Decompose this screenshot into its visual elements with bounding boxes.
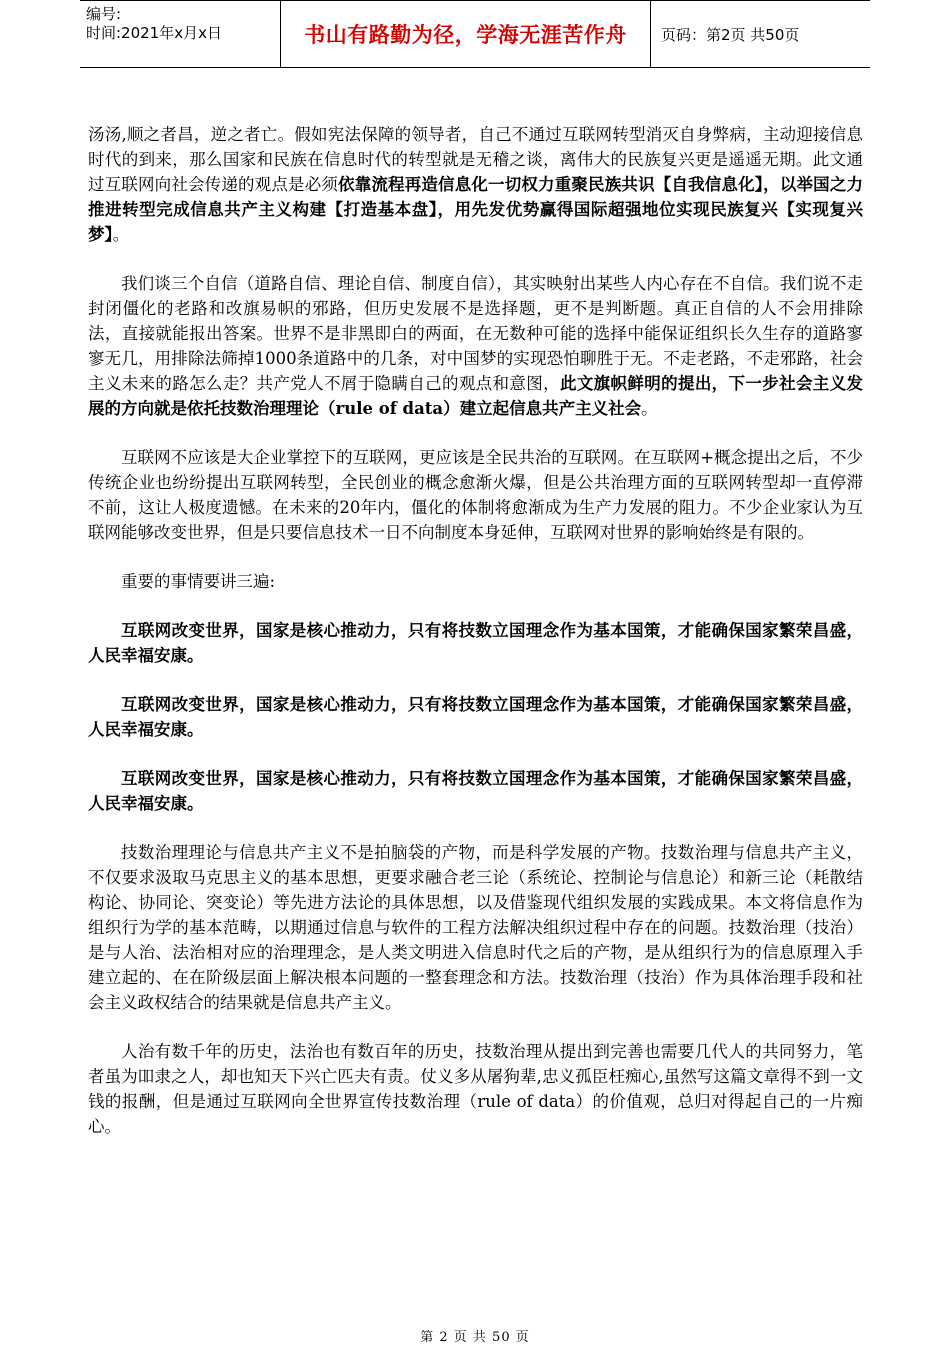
header-meta-cell bbox=[80, 1, 281, 67]
paragraph-1-end: 。 bbox=[112, 225, 130, 244]
paragraph-3: 互联网不应该是大企业掌控下的互联网，更应该是全民共治的互联网。在互联网+概念提出之后，不少传统企业也纷纷提出互联网转型，全民创业的概念愈渐火爆，但是公共治理方面的互联网转型却一直停滞不前，这让人极度遗憾。在未来的20年内，僵化的体制将愈渐成为生产力发展的阻力。不少企业家认为互联网能够改变世界，但是只要信息技术一日不向制度本身延伸，互联网对世界的影响始终是有限的。 bbox=[88, 448, 863, 542]
emphasis-paragraph-1: 互联网改变世界，国家是核心推动力，只有将技数立国理念作为基本国策，才能确保国家繁荣昌盛，人民幸福安康。 bbox=[88, 621, 863, 665]
page-header bbox=[80, 0, 870, 68]
paragraph-1-text: 汤汤,顺之者昌，逆之者亡。假如宪法保障的领导者，自己不通过互联网转型消灭自身弊病，主动迎接信息时代的到来，那么国家和民族在信息时代的转型就是无稽之谈，离伟大的民族复兴更是遥遥无期。此文通过互联网向社会传递的观点是必须 bbox=[88, 125, 863, 194]
number-label: 编号: bbox=[86, 5, 122, 23]
page-footer: 第 2 页 共 50 页 bbox=[420, 1330, 530, 1345]
paragraph-9: 人治有数千年的历史，法治也有数百年的历史，技数治理从提出到完善也需要几代人的共同努力，笔者虽为吅隶之人，却也知天下兴亡匹夫有责。仗义多从屠狗辈,忠义孤臣枉痴心,虽然写这篇文章得不到一文钱的报酬，但是通过互联网向全世界宣传技数治理（rule of data）的价值观，总归对得起自己的一片痴心。 bbox=[88, 1042, 863, 1136]
header-motto: 书山有路勤为径，学海无涯苦作舟 bbox=[281, 1, 651, 67]
paragraph-2-text: 我们谈三个自信（道路自信、理论自信、制度自信），其实映射出某些人内心存在不自信。我们说不走封闭僵化的老路和改旗易帜的邪路，但历史发展不是选择题，更不是判断题。真正自信的人不会用排除法，直接就能报出答案。世界不是非黑即白的两面，在无数种可能的选择中能保证组织长久生存的道路寥寥无几，用排除法筛掉1000条道路中的几条，对中国梦的实现恐怕聊胜于无。不走老路，不走邪路，社会主义未来的路怎么走？共产党人不屑于隐瞒自己的观点和意图， bbox=[88, 274, 863, 393]
paragraph-2-end: 。 bbox=[641, 399, 658, 418]
header-page-info: 页码：第2页 共50页 bbox=[661, 25, 800, 44]
paragraph-1 bbox=[88, 122, 863, 247]
document-body bbox=[88, 122, 863, 1163]
paragraph-2 bbox=[88, 271, 863, 421]
paragraph-8: 技数治理理论与信息共产主义不是拍脑袋的产物，而是科学发展的产物。技数治理与信息共产主义，不仅要求汲取马克思主义的基本思想，更要求融合老三论（系统论、控制论与信息论）和新三论（耗散结构论、协同论、突变论）等先进方法论的具体思想，以及借鉴现代组织发展的实践成果。本文将信息作为组织行为学的基本范畴，以期通过信息与软件的工程方法解决组织过程中存在的问题。技数治理（技治）是与人治、法治相对应的治理理念，是人类文明进入信息时代之后的产物，是从组织行为的信息原理入手建立起的、在在阶级层面上解决根本问题的一整套理念和方法。技数治理（技治）作为具体治理手段和社会主义政权结合的结果就是信息共产主义。 bbox=[88, 843, 863, 1012]
emphasis-paragraph-3: 互联网改变世界，国家是核心推动力，只有将技数立国理念作为基本国策，才能确保国家繁荣昌盛，人民幸福安康。 bbox=[88, 769, 863, 813]
emphasis-paragraph-2: 互联网改变世界，国家是核心推动力，只有将技数立国理念作为基本国策，才能确保国家繁荣昌盛，人民幸福安康。 bbox=[88, 695, 863, 739]
paragraph-1-emphasis: 依靠流程再造信息化一切权力重聚民族共识【自我信息化】，以举国之力推进转型完成信息共产主义构建【打造基本盘】，用先发优势赢得国际超强地位实现民族复兴【实现复兴梦】 bbox=[88, 175, 864, 244]
time-label: 时间:2021年x月x日 bbox=[86, 24, 222, 42]
paragraph-4: 重要的事情要讲三遍: bbox=[121, 572, 276, 591]
paragraph-2-emphasis: 此文旗帜鲜明的提出，下一步社会主义发展的方向就是依托技数治理理论（rule of data）建立起信息共产主义社会 bbox=[88, 374, 864, 418]
